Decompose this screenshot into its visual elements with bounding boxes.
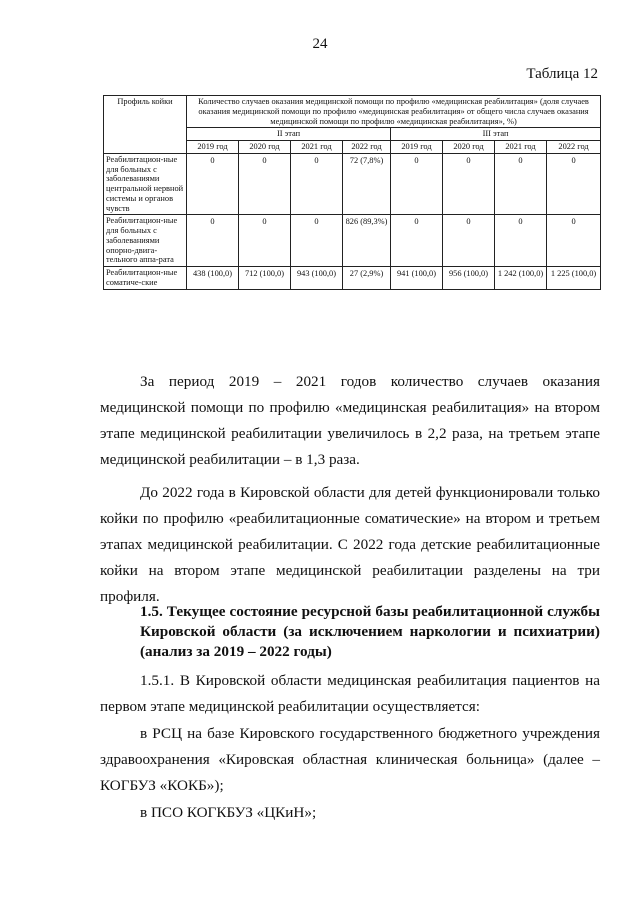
table-cell: 0	[495, 153, 547, 215]
stage-header: II этап	[187, 128, 391, 141]
table-cell: 0	[187, 215, 239, 267]
table-cell: 0	[391, 153, 443, 215]
row-profile: Реабилитацион-ные соматиче-ские	[104, 267, 187, 290]
stage-header: III этап	[391, 128, 601, 141]
table-cell: 27 (2,9%)	[343, 267, 391, 290]
table-cell: 0	[187, 153, 239, 215]
rehab-cases-table	[103, 95, 601, 290]
table-title: Таблица 12	[526, 66, 598, 82]
cases-count-header: Количество случаев оказания медицинской помощи по профилю «медицинская реабилитация» (доля случаев оказания медицинской помощи по профилю «медицинская реабилитация» от общего числа случаев оказания медицинской помощи по профилю «медицинская реабилитация», %)	[187, 96, 601, 128]
paragraph-text: До 2022 года в Кировской области для детей функционировали только койки по профилю «реабилитационные соматические» на втором и третьем этапах медицинской реабилитации. С 2022 года детские реабилитационные койки на втором этапе медицинской реабилитации разделены на три профиля.	[100, 484, 600, 605]
year-header: 2021 год	[291, 141, 343, 154]
table-cell: 0	[239, 153, 291, 215]
paragraph-pso	[100, 800, 600, 826]
table-row	[104, 215, 601, 267]
paragraph-growth	[100, 369, 600, 473]
year-header: 2019 год	[391, 141, 443, 154]
year-header: 2022 год	[547, 141, 601, 154]
row-profile: Реабилитацион-ные для больных с заболеваниями опорно-двига-тельного аппа-рата	[104, 215, 187, 267]
table-cell: 1 225 (100,0)	[547, 267, 601, 290]
table-cell: 826 (89,3%)	[343, 215, 391, 267]
table-cell: 1 242 (100,0)	[495, 267, 547, 290]
year-header: 2020 год	[239, 141, 291, 154]
section-heading: 1.5. Текущее состояние ресурсной базы реабилитационной службы Кировской области (за исключением наркологии и психиатрии) (анализ за 2019 – 2022 годы)	[140, 603, 600, 660]
table-cell: 943 (100,0)	[291, 267, 343, 290]
paragraph-text: 1.5.1. В Кировской области медицинская реабилитация пациентов на первом этапе медицинской реабилитации осуществляется:	[100, 672, 600, 715]
table-cell: 0	[291, 215, 343, 267]
profile-column-header: Профиль койки	[104, 96, 187, 154]
paragraph-text: За период 2019 – 2021 годов количество случаев оказания медицинской помощи по профилю «медицинская реабилитация» на втором этапе медицинской реабилитации увеличилось в 2,2 раза, на третьем этапе медицинской реабилитации – в 1,3 раза.	[100, 373, 600, 468]
paragraph-text: в ПСО КОГКБУЗ «ЦКиН»;	[140, 804, 317, 821]
table-cell: 941 (100,0)	[391, 267, 443, 290]
table-cell: 0	[547, 215, 601, 267]
table-cell: 0	[291, 153, 343, 215]
table-cell: 0	[443, 153, 495, 215]
year-header: 2021 год	[495, 141, 547, 154]
table-cell: 0	[547, 153, 601, 215]
table-cell: 438 (100,0)	[187, 267, 239, 290]
year-header: 2022 год	[343, 141, 391, 154]
table-cell: 0	[443, 215, 495, 267]
table-cell: 712 (100,0)	[239, 267, 291, 290]
table-cell: 72 (7,8%)	[343, 153, 391, 215]
table-cell: 0	[495, 215, 547, 267]
paragraph-first-stage	[100, 668, 600, 720]
year-header: 2020 год	[443, 141, 495, 154]
row-profile: Реабилитацион-ные для больных с заболеваниями центральной нервной системы и органов чувств	[104, 153, 187, 215]
table-cell: 956 (100,0)	[443, 267, 495, 290]
paragraph-children-beds	[100, 480, 600, 610]
page-number: 24	[312, 36, 328, 52]
table-row	[104, 267, 601, 290]
table-cell: 0	[391, 215, 443, 267]
paragraph-rsc	[100, 721, 600, 799]
table-cell: 0	[239, 215, 291, 267]
table-row	[104, 153, 601, 215]
paragraph-text: в РСЦ на базе Кировского государственного бюджетного учреждения здравоохранения «Кировская областная клиническая больница» (далее – КОГБУЗ «КОКБ»);	[100, 725, 600, 794]
year-header: 2019 год	[187, 141, 239, 154]
